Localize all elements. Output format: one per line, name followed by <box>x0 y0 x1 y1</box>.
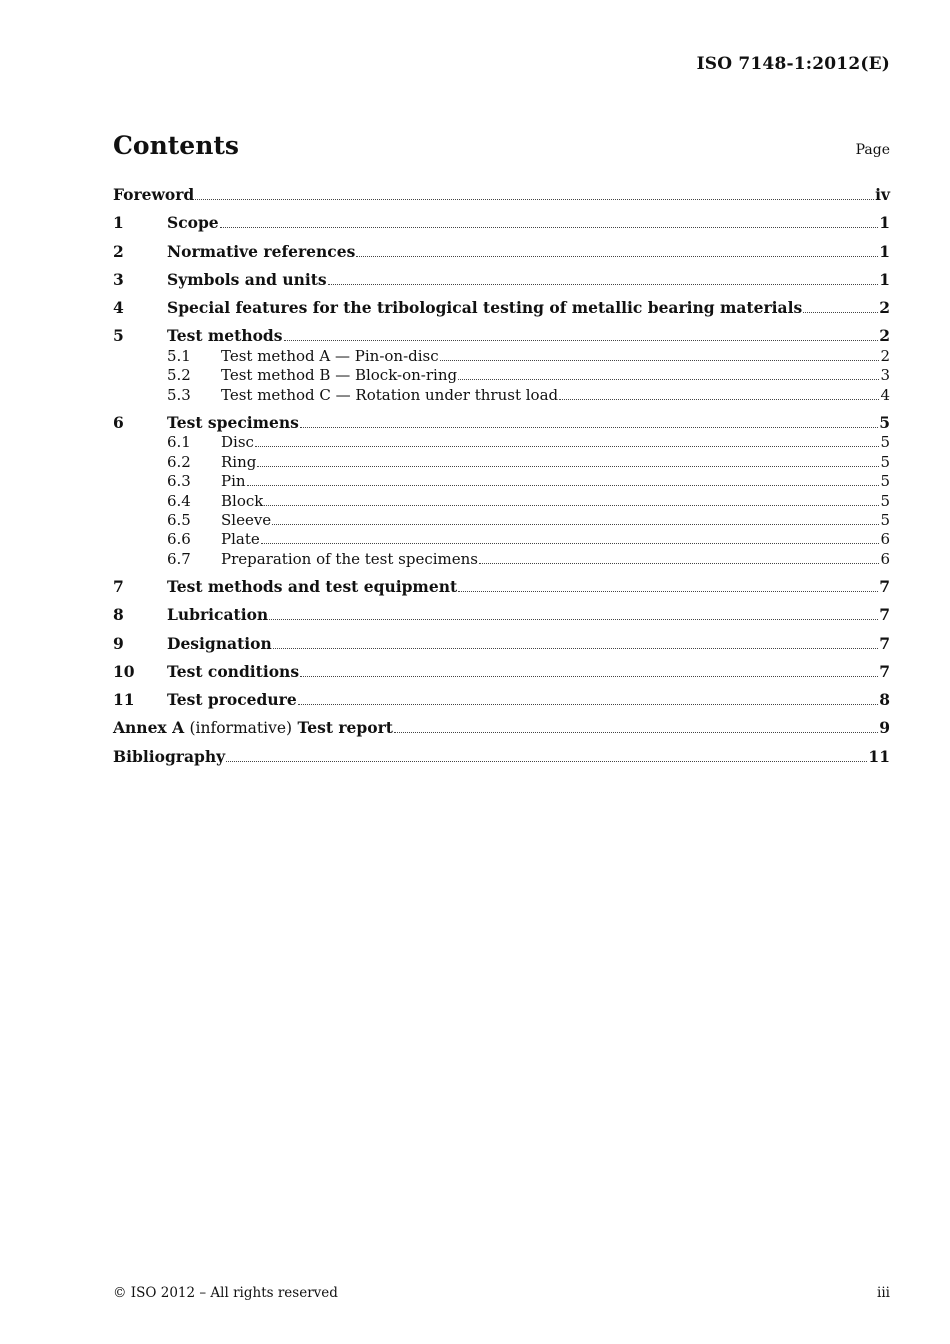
toc-title: Test method A — Pin-on-disc <box>221 346 439 365</box>
toc-entry-6-5[interactable] <box>113 510 890 529</box>
toc-title: Normative references <box>167 241 356 261</box>
toc-number: 4 <box>113 298 124 318</box>
toc-title: Preparation of the test specimens <box>221 549 478 568</box>
toc-entry-4[interactable] <box>113 298 890 317</box>
dot-leader <box>257 466 879 467</box>
toc-page: 6 <box>880 530 890 549</box>
toc-number: 5.2 <box>167 366 191 385</box>
toc-entry-5-1[interactable] <box>113 345 890 364</box>
toc-page: 7 <box>879 633 890 653</box>
toc-page: 7 <box>879 661 890 681</box>
toc-title: Designation <box>167 633 272 653</box>
toc-title: Sleeve <box>221 510 272 529</box>
toc-entry-6-3[interactable] <box>113 471 890 490</box>
toc-title: Ring <box>221 452 257 471</box>
toc-entry-6-6[interactable] <box>113 529 890 548</box>
contents-heading: Contents <box>113 131 240 160</box>
toc-page: 2 <box>880 346 890 365</box>
dot-leader <box>356 256 878 257</box>
toc-entry-3[interactable] <box>113 270 890 289</box>
dot-leader <box>272 524 879 525</box>
toc-page: 11 <box>868 746 890 766</box>
annex-title: Test report <box>297 718 393 738</box>
toc-title: Pin <box>221 472 246 491</box>
toc-page: 6 <box>880 549 890 568</box>
dot-leader <box>479 563 879 564</box>
toc-entry-2[interactable] <box>113 242 890 261</box>
toc-number: 3 <box>113 269 124 289</box>
toc-page: 1 <box>879 241 890 261</box>
table-of-contents <box>113 185 890 766</box>
toc-page: 5 <box>880 510 890 529</box>
toc-page: 4 <box>880 385 890 404</box>
toc-entry-10[interactable] <box>113 662 890 681</box>
toc-title <box>113 718 393 737</box>
toc-title: Test method B — Block-on-ring <box>221 366 458 385</box>
toc-number: 6 <box>113 412 124 432</box>
toc-number: 8 <box>113 605 124 625</box>
toc-page: 9 <box>879 718 890 738</box>
toc-title: Test methods <box>167 326 283 346</box>
toc-entry-5-2[interactable] <box>113 365 890 384</box>
toc-page: 2 <box>879 298 890 318</box>
toc-title: Block <box>221 491 264 510</box>
dot-leader <box>803 312 878 313</box>
toc-page: 5 <box>879 412 890 432</box>
copyright-notice: © ISO 2012 – All rights reserved <box>113 1285 338 1301</box>
annex-qualifier: (informative) <box>189 719 293 738</box>
toc-page: 5 <box>880 491 890 510</box>
dot-leader <box>284 340 879 341</box>
toc-entry-9[interactable] <box>113 634 890 653</box>
toc-number: 6.6 <box>167 530 191 549</box>
toc-page: iv <box>875 185 890 204</box>
dot-leader <box>273 648 878 649</box>
toc-number: 1 <box>113 213 124 233</box>
dot-leader <box>264 505 879 506</box>
toc-entry-5-3[interactable] <box>113 384 890 403</box>
toc-entry-6-4[interactable] <box>113 490 890 509</box>
toc-title: Symbols and units <box>167 269 327 289</box>
document-code: ISO 7148-1:2012(E) <box>696 54 890 74</box>
toc-number: 6.7 <box>167 549 191 568</box>
toc-page: 2 <box>879 326 890 346</box>
toc-title: Special features for the tribological testing of metallic bearing materials <box>167 298 803 318</box>
toc-page: 7 <box>879 605 890 625</box>
toc-title: Lubrication <box>167 605 269 625</box>
toc-entry-7[interactable] <box>113 577 890 596</box>
toc-title: Test conditions <box>167 661 300 681</box>
dot-leader <box>300 427 878 428</box>
toc-title: Plate <box>221 530 260 549</box>
toc-number: 11 <box>113 690 135 710</box>
toc-page: 1 <box>879 213 890 233</box>
toc-page: 5 <box>880 452 890 471</box>
toc-title: Disc <box>221 433 254 452</box>
dot-leader <box>300 676 878 677</box>
dot-leader <box>458 591 878 592</box>
toc-number: 7 <box>113 576 124 596</box>
dot-leader <box>559 399 879 400</box>
dot-leader <box>247 485 880 486</box>
toc-number: 2 <box>113 241 124 261</box>
dot-leader <box>255 446 880 447</box>
toc-title: Scope <box>167 213 219 233</box>
toc-title: Test methods and test equipment <box>167 576 458 596</box>
toc-number: 6.2 <box>167 452 191 471</box>
toc-number: 5.3 <box>167 385 191 404</box>
dot-leader <box>458 379 879 380</box>
toc-page: 5 <box>880 472 890 491</box>
annex-label: Annex A <box>113 718 185 738</box>
toc-entry-foreword[interactable] <box>113 185 890 204</box>
toc-number: 6.5 <box>167 510 191 529</box>
toc-number: 10 <box>113 661 135 681</box>
dot-leader <box>261 543 880 544</box>
toc-page: 8 <box>879 690 890 710</box>
toc-page: 1 <box>879 269 890 289</box>
toc-number: 6.3 <box>167 472 191 491</box>
toc-entry-5[interactable] <box>113 326 890 345</box>
toc-entry-6-7[interactable] <box>113 548 890 567</box>
dot-leader <box>195 199 874 200</box>
dot-leader <box>394 732 878 733</box>
toc-number: 5.1 <box>167 346 191 365</box>
dot-leader <box>220 227 879 228</box>
toc-entry-annex-a[interactable] <box>113 718 890 737</box>
toc-title: Test specimens <box>167 412 299 432</box>
toc-number: 6.4 <box>167 491 191 510</box>
toc-number: 5 <box>113 326 124 346</box>
dot-leader <box>328 284 879 285</box>
toc-page: 3 <box>880 366 890 385</box>
toc-entry-6[interactable] <box>113 413 890 432</box>
toc-title: Foreword <box>113 185 195 204</box>
toc-page: 5 <box>880 433 890 452</box>
toc-entry-11[interactable] <box>113 690 890 709</box>
dot-leader <box>226 761 867 762</box>
toc-entry-6-1[interactable] <box>113 432 890 451</box>
toc-number: 9 <box>113 633 124 653</box>
dot-leader <box>440 360 880 361</box>
toc-number: 6.1 <box>167 433 191 452</box>
page-number: iii <box>877 1285 890 1301</box>
toc-entry-8[interactable] <box>113 605 890 624</box>
toc-title: Bibliography <box>113 746 226 766</box>
toc-entry-1[interactable] <box>113 213 890 232</box>
page-column-label: Page <box>855 142 890 158</box>
toc-page: 7 <box>879 576 890 596</box>
dot-leader <box>298 704 879 705</box>
toc-title: Test method C — Rotation under thrust load <box>221 385 559 404</box>
dot-leader <box>269 619 878 620</box>
toc-entry-6-2[interactable] <box>113 451 890 470</box>
toc-title: Test procedure <box>167 690 297 710</box>
toc-entry-bibliography[interactable] <box>113 747 890 766</box>
